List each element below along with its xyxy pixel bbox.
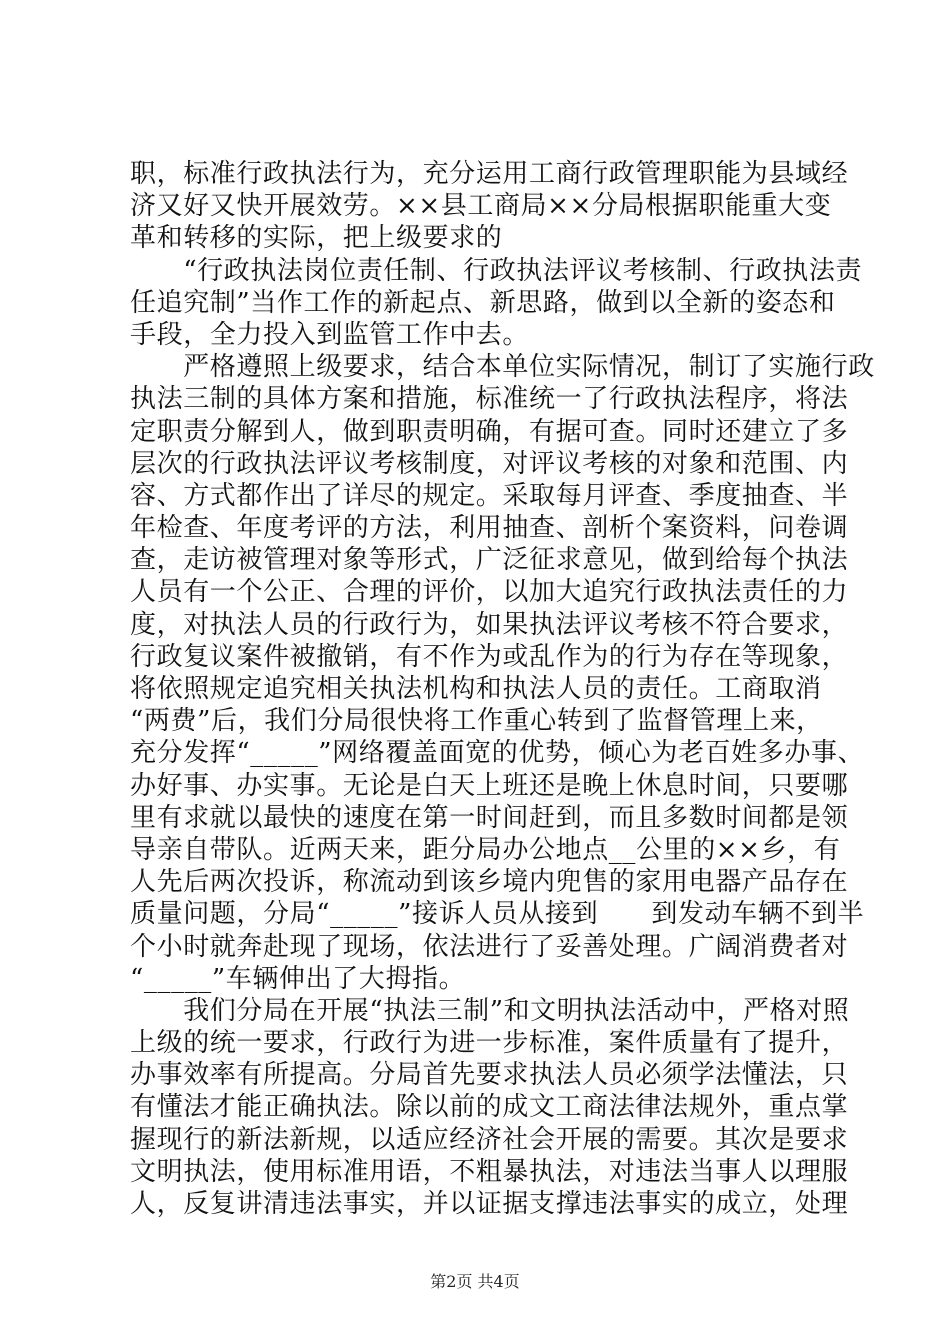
- text-line: 济又好又快开展效劳。××县工商局××分局根据职能重大变: [130, 191, 832, 222]
- text-line: 人先后两次投诉，称流动到该乡境内兜售的家用电器产品存在: [130, 867, 849, 898]
- text-line: 手段，全力投入到监管工作中去。: [130, 319, 530, 350]
- page-footer: 第2页 共4页: [430, 1272, 520, 1291]
- text-line: 层次的行政执法评议考核制度，对评议考核的对象和范围、内: [130, 448, 849, 479]
- text-line: 我们分局在开展“执法三制”和文明执法活动中，严格对照: [130, 995, 850, 1026]
- text-line: 任追究制”当作工作的新起点、新思路，做到以全新的姿态和: [130, 287, 836, 318]
- text-line: 年检查、年度考评的方法，利用抽查、剖析个案资料，问卷调: [130, 513, 849, 544]
- text-line: 容、方式都作出了详尽的规定。采取每月评查、季度抽查、半: [130, 480, 849, 511]
- text-line: 人员有一个公正、合理的评价，以加大追究行政执法责任的力: [130, 577, 849, 608]
- text-line: 查，走访被管理对象等形式，广泛征求意见，做到给每个执法: [130, 545, 849, 576]
- text-line: 里有求就以最快的速度在第一时间赶到，而且多数时间都是领: [130, 802, 849, 833]
- text-line: “_____”车辆伸出了大拇指。: [130, 963, 466, 994]
- text-line: 职，标准行政执法行为，充分运用工商行政管理职能为县域经: [130, 159, 849, 189]
- text-line: 个小时就奔赴现了现场，依法进行了妥善处理。广阔消费者对: [130, 931, 849, 962]
- text-line: 度，对执法人员的行政行为，如果执法评议考核不符合要求，: [130, 609, 849, 640]
- text-line: 文明执法，使用标准用语，不粗暴执法，对违法当事人以理服: [130, 1156, 849, 1187]
- text-line: 办事效率有所提高。分局首先要求执法人员必须学法懂法，只: [130, 1060, 849, 1091]
- text-line: 将依照规定追究相关执法机构和执法人员的责任。工商取消: [130, 674, 822, 704]
- text-line: 革和转移的实际，把上级要求的: [130, 223, 503, 254]
- text-line: 行政复议案件被撤销，有不作为或乱作为的行为存在等现象，: [130, 641, 849, 672]
- text-line: 定职责分解到人，做到职责明确，有据可查。同时还建立了多: [130, 416, 849, 447]
- text-line: 充分发挥“_____”网络覆盖面宽的优势，倾心为老百姓多办事、: [130, 738, 865, 769]
- text-line: 导亲自带队。近两天来，距分局办公地点__公里的××乡，有: [130, 834, 841, 865]
- text-line: 质量问题，分局“_____”接诉人员从接到 到发动车辆不到半: [130, 899, 865, 930]
- text-line: “两费”后，我们分局很快将工作重心转到了监督管理上来，: [130, 706, 823, 737]
- text-line: 办好事、办实事。无论是白天上班还是晚上休息时间，只要哪: [130, 770, 849, 801]
- body-text: [130, 158, 875, 1220]
- text-line: 执法三制的具体方案和措施，标准统一了行政执法程序，将法: [130, 384, 849, 415]
- text-line: 上级的统一要求，行政行为进一步标准，案件质量有了提升，: [130, 1028, 849, 1059]
- text-line: “行政执法岗位责任制、行政执法评议考核制、行政执法责: [130, 255, 863, 286]
- text-line: 握现行的新法新规，以适应经济社会开展的需要。其次是要求: [130, 1124, 849, 1155]
- text-line: 人，反复讲清违法事实，并以证据支撑违法事实的成立，处理: [130, 1189, 849, 1219]
- text-line: 严格遵照上级要求，结合本单位实际情况，制订了实施行政: [130, 352, 875, 383]
- text-line: 有懂法才能正确执法。除以前的成文工商法律法规外，重点掌: [130, 1092, 849, 1123]
